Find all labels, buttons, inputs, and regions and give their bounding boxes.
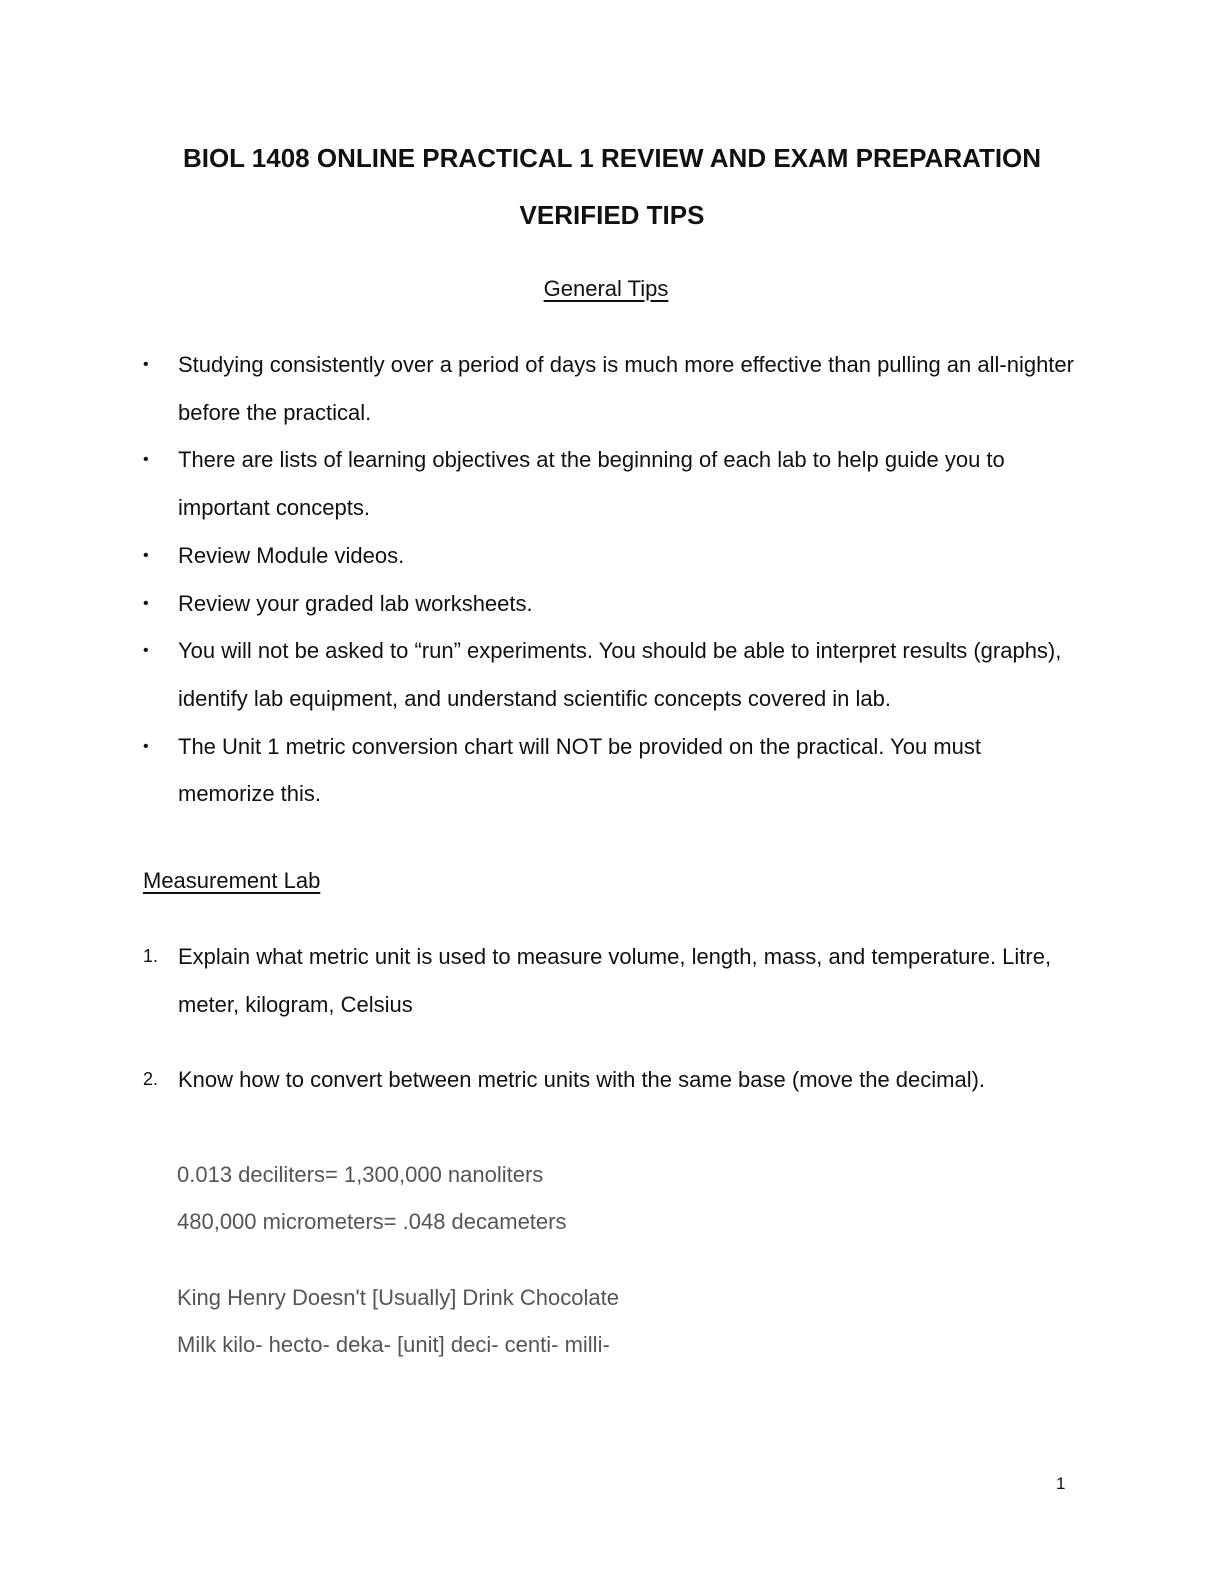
page-number: 1	[1056, 1474, 1066, 1493]
list-item	[143, 341, 1083, 436]
bullet-icon: •	[143, 737, 149, 755]
question-2	[143, 1056, 1083, 1104]
document-title-line-2: VERIFIED TIPS	[519, 200, 705, 230]
bullet-icon: •	[143, 451, 149, 469]
list-item	[143, 627, 1083, 722]
question-text: Know how to convert between metric units with the same base (move the decimal).	[178, 1067, 986, 1092]
question-number: 2.	[143, 1069, 159, 1089]
list-item-text: Review your graded lab worksheets.	[178, 590, 533, 616]
list-item-text: The Unit 1 metric conversion chart will NOT be provided on the practical. You must memorize this.	[178, 733, 981, 807]
conversion-answer-1: 0.013 deciliters= 1,300,000 nanoliters	[177, 1162, 544, 1187]
bullet-icon: •	[143, 546, 149, 564]
conversion-answer-2: 480,000 micrometers= .048 decameters	[177, 1209, 567, 1234]
measurement-lab-heading: Measurement Lab	[143, 868, 321, 893]
list-item	[143, 532, 1083, 580]
document-title-line-1: BIOL 1408 ONLINE PRACTICAL 1 REVIEW AND EXAM PREPARATION	[182, 143, 1042, 173]
general-tips-heading: General Tips	[543, 276, 669, 301]
question-text: Explain what metric unit is used to measure volume, length, mass, and temperature. Litre, meter, kilogram, Celsius	[178, 944, 1052, 1017]
list-item-text: Studying consistently over a period of days is much more effective than pulling an all-nighter before the practical.	[178, 352, 1074, 425]
list-item-text: You will not be asked to “run” experiments. You should be able to interpret results (graphs), identify lab equipment, and understand scientific concepts covered in lab.	[178, 638, 1062, 711]
bullet-icon: •	[143, 594, 149, 612]
mnemonic-line-2: Milk kilo- hecto- deka- [unit] deci- centi- milli-	[177, 1332, 610, 1357]
mnemonic-line-1: King Henry Doesn't [Usually] Drink Chocolate	[177, 1285, 619, 1310]
list-item-text: There are lists of learning objectives at the beginning of each lab to help guide you to important concepts.	[178, 447, 1005, 521]
general-tips-list	[143, 341, 1083, 818]
question-number: 1.	[143, 946, 159, 966]
list-item	[143, 436, 1083, 531]
question-1	[143, 933, 1083, 1028]
list-item	[143, 723, 1083, 818]
list-item	[143, 580, 1083, 628]
bullet-icon: •	[143, 356, 149, 373]
list-item-text: Review Module videos.	[178, 542, 405, 568]
bullet-icon: •	[143, 642, 149, 660]
